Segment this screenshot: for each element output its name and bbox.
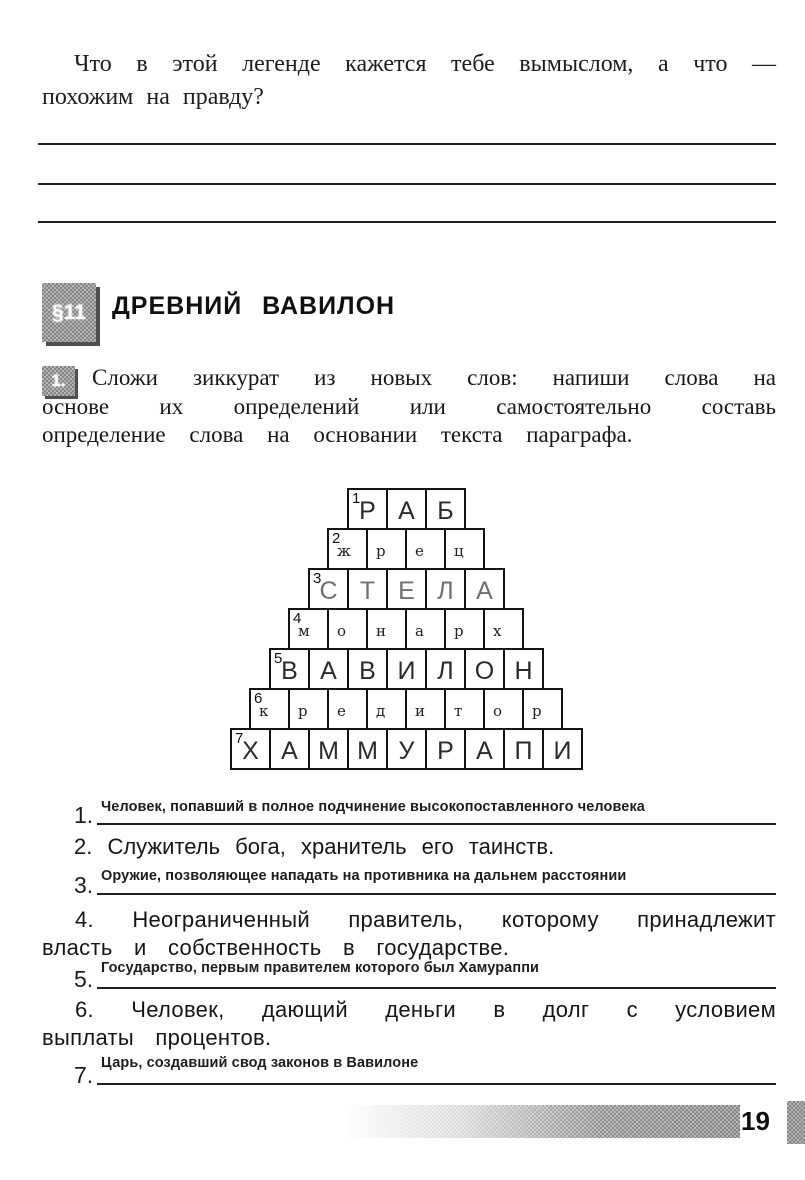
ziggurat-cell xyxy=(366,608,407,650)
ziggurat-row xyxy=(327,528,485,570)
cell-letter: ц xyxy=(454,542,464,560)
cell-letter: Р xyxy=(359,497,376,525)
cell-letter: Л xyxy=(437,577,454,605)
definition-answer: Человек, попавший в полное подчинение высокопоставленного человека xyxy=(101,799,645,815)
definition-answer: Царь, создавший свод законов в Вавилоне xyxy=(101,1055,419,1071)
ziggurat-cell xyxy=(483,608,524,650)
cell-letter: Е xyxy=(398,577,415,605)
ziggurat-cell xyxy=(288,688,329,730)
ziggurat-cell xyxy=(425,488,466,530)
definition-number: 3. xyxy=(74,872,94,898)
ziggurat-cell xyxy=(386,488,427,530)
cell-letter: А xyxy=(398,497,415,525)
ziggurat-cell xyxy=(269,648,310,690)
section-title: ДРЕВНИЙ ВАВИЛОН xyxy=(112,292,396,320)
row-number: 5 xyxy=(274,650,283,667)
row-number: 1 xyxy=(352,490,361,507)
cell-letter: В xyxy=(359,657,376,685)
answer-line xyxy=(38,143,776,145)
ziggurat-cell xyxy=(464,648,505,690)
definition-number: 5. xyxy=(74,966,94,992)
cell-letter: р xyxy=(532,702,542,720)
ziggurat-row xyxy=(249,688,563,730)
section-badge xyxy=(42,283,96,342)
ziggurat-cell xyxy=(288,608,329,650)
row-number: 2 xyxy=(332,530,341,547)
ziggurat-cell xyxy=(269,728,310,770)
definition-text: 4. Неограниченный правитель, которому принадлежит власть и собственность в государстве. xyxy=(42,907,776,960)
scan-noise-strip xyxy=(340,1105,740,1138)
cell-letter: В xyxy=(281,657,298,685)
cell-letter: а xyxy=(415,622,424,640)
definition-answer: Государство, первым правителем которого был Хамураппи xyxy=(101,960,540,976)
definition-answer-line xyxy=(97,823,776,825)
cell-letter: р xyxy=(376,542,386,560)
cell-letter: р xyxy=(454,622,464,640)
cell-letter: М xyxy=(357,737,378,765)
ziggurat-row xyxy=(308,568,505,610)
answer-line xyxy=(38,221,776,223)
ziggurat-cell xyxy=(444,688,485,730)
definition-answer: Оружие, позволяющее нападать на противника на дальнем расстоянии xyxy=(101,868,627,884)
ziggurat-cell xyxy=(366,688,407,730)
ziggurat-cell xyxy=(386,728,427,770)
cell-letter: И xyxy=(553,737,572,765)
cell-letter: О xyxy=(474,657,495,685)
definition-answer-line xyxy=(97,893,776,895)
ziggurat-cell xyxy=(522,688,563,730)
ziggurat-cell xyxy=(230,728,271,770)
cell-letter: о xyxy=(493,702,503,720)
cell-letter: С xyxy=(319,577,338,605)
definition-number: 1. xyxy=(74,802,94,828)
cell-letter: Х xyxy=(242,737,259,765)
row-number: 4 xyxy=(293,610,302,627)
ziggurat-cell xyxy=(425,568,466,610)
ziggurat-cell xyxy=(308,648,349,690)
row-number: 6 xyxy=(254,690,263,707)
cell-letter: П xyxy=(514,737,533,765)
definition-text: 6. Человек, дающий деньги в долг с условием выплаты процентов. xyxy=(42,997,776,1050)
cell-letter: ж xyxy=(337,542,351,560)
cell-letter: р xyxy=(298,702,308,720)
ziggurat-cell xyxy=(405,528,446,570)
ziggurat-row xyxy=(347,488,466,530)
cell-letter: м xyxy=(298,622,310,640)
definition-answer-line xyxy=(97,987,776,989)
ziggurat-row xyxy=(230,728,583,770)
cell-letter: А xyxy=(476,737,493,765)
cell-letter: т xyxy=(454,702,463,720)
ziggurat-cell xyxy=(249,688,290,730)
cell-letter: И xyxy=(397,657,416,685)
ziggurat-cell xyxy=(444,608,485,650)
ziggurat-cell xyxy=(405,608,446,650)
ziggurat-cell xyxy=(386,568,427,610)
ziggurat-cell xyxy=(327,528,368,570)
ziggurat-cell xyxy=(347,648,388,690)
ziggurat-row xyxy=(269,648,544,690)
cell-letter: М xyxy=(318,737,339,765)
cell-letter: д xyxy=(376,702,386,720)
ziggurat-cell xyxy=(464,568,505,610)
cell-letter: Б xyxy=(437,497,454,525)
definition-number: 7. xyxy=(74,1062,94,1088)
cell-letter: Л xyxy=(437,657,454,685)
answer-line xyxy=(38,183,776,185)
cell-letter: А xyxy=(281,737,298,765)
ziggurat-cell xyxy=(464,728,505,770)
cell-letter: е xyxy=(337,702,346,720)
ziggurat-cell xyxy=(542,728,583,770)
ziggurat-cell xyxy=(327,608,368,650)
cell-letter: Н xyxy=(514,657,533,685)
ziggurat-cell xyxy=(405,688,446,730)
cell-letter: е xyxy=(415,542,424,560)
cell-letter: Т xyxy=(359,577,376,605)
row-number: 3 xyxy=(313,570,322,587)
ziggurat-cell xyxy=(503,648,544,690)
cell-letter: А xyxy=(320,657,337,685)
task-number-label: 1. xyxy=(51,371,66,390)
ziggurat-cell xyxy=(386,648,427,690)
ziggurat-cell xyxy=(503,728,544,770)
cell-letter: Р xyxy=(437,737,454,765)
cell-letter: о xyxy=(337,622,347,640)
ziggurat-row xyxy=(288,608,524,650)
ziggurat-cell xyxy=(308,568,349,610)
scan-noise-edge xyxy=(787,1101,805,1144)
ziggurat-cell xyxy=(444,528,485,570)
cell-letter: и xyxy=(415,702,425,720)
ziggurat-cell xyxy=(425,648,466,690)
cell-letter: У xyxy=(398,737,415,765)
ziggurat-cell xyxy=(347,728,388,770)
ziggurat-cell xyxy=(483,688,524,730)
definition-text: 2. Служитель бога, хранитель его таинств. xyxy=(74,834,555,859)
ziggurat-cell xyxy=(366,528,407,570)
ziggurat-cell xyxy=(347,568,388,610)
question-text: Что в этой легенде кажется тебе вымыслом, а что — похожим на правду? xyxy=(42,51,776,110)
page-number: 19 xyxy=(741,1106,770,1136)
section-badge-label: §11 xyxy=(52,300,86,324)
cell-letter: к xyxy=(259,702,269,720)
ziggurat-cell xyxy=(347,488,388,530)
ziggurat-cell xyxy=(327,688,368,730)
ziggurat-cell xyxy=(308,728,349,770)
row-number: 7 xyxy=(235,730,244,747)
task-text: Сложи зиккурат из новых слов: напиши слова на основе их определений или самостоятельно составь определение слова на основании текста параграфа. xyxy=(42,365,776,447)
definition-answer-line xyxy=(97,1083,776,1085)
cell-letter: А xyxy=(476,577,493,605)
cell-letter: н xyxy=(376,622,386,640)
ziggurat-cell xyxy=(425,728,466,770)
cell-letter: х xyxy=(493,622,502,640)
